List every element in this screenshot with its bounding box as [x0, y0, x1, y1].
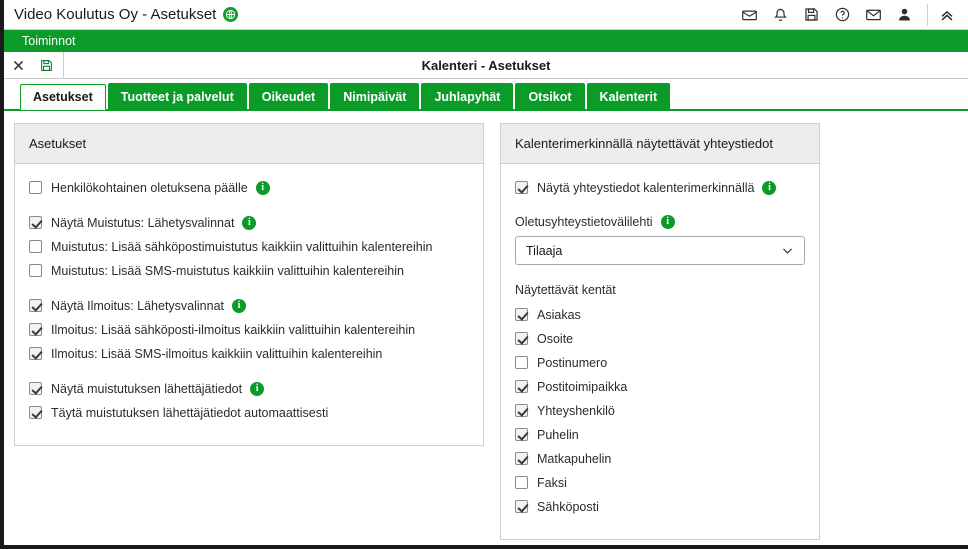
- checkbox-nayta-ilmoitus-lahetysvalinnat[interactable]: [29, 299, 42, 312]
- checkbox-puhelin[interactable]: [515, 428, 528, 441]
- checkbox-tayta-muistutuksen-lahettajatiedot[interactable]: [29, 406, 42, 419]
- mail-icon[interactable]: [865, 6, 882, 23]
- checkbox-row-muistutus-sms-muistutus[interactable]: [29, 261, 469, 280]
- tab-bar: [4, 79, 968, 111]
- default-contact-tab-label: Oletusyhteystietovälilehti: [515, 215, 653, 229]
- tab-otsikot[interactable]: Otsikot: [515, 83, 584, 109]
- checkbox-faksi[interactable]: [515, 476, 528, 489]
- user-icon[interactable]: [896, 6, 913, 23]
- tab-oikeudet[interactable]: Oikeudet: [249, 83, 329, 109]
- settings-panel-header: Asetukset: [15, 124, 483, 164]
- checkbox-label: Faksi: [537, 475, 567, 490]
- save-disk-icon[interactable]: [32, 52, 60, 78]
- checkbox-label: Postitoimipaikka: [537, 379, 628, 394]
- envelope-open-icon[interactable]: [741, 6, 758, 23]
- tab-asetukset[interactable]: Asetukset: [20, 84, 106, 110]
- checkbox-yhteyshenkilo[interactable]: [515, 404, 528, 417]
- checkbox-nayta-muistutus-lahetysvalinnat[interactable]: [29, 216, 42, 229]
- close-x-icon[interactable]: [4, 52, 32, 78]
- save-disk-icon[interactable]: [803, 6, 820, 23]
- checkbox-label: Näytä Ilmoitus: Lähetysvalinnat: [51, 298, 225, 313]
- double-chevron-up-icon[interactable]: [938, 6, 962, 24]
- checkbox-row-faksi[interactable]: [515, 473, 805, 492]
- contact-info-panel-body: [501, 164, 819, 539]
- default-contact-tab-select[interactable]: [515, 236, 805, 265]
- checkbox-ilmoitus-sms-ilmoitus[interactable]: [29, 347, 42, 360]
- checkbox-label: Matkapuhelin: [537, 451, 612, 466]
- checkbox-row-nayta-ilmoitus-lahetysvalinnat[interactable]: [29, 296, 469, 315]
- info-icon[interactable]: i: [762, 181, 776, 195]
- titlebar-divider: [927, 4, 928, 26]
- document-title: Kalenteri - Asetukset: [421, 57, 551, 73]
- checkbox-label: Näytä muistutuksen lähettäjätiedot: [51, 381, 243, 396]
- contact-info-panel-header: Kalenterimerkinnällä näytettävät yhteystiedot: [501, 124, 819, 164]
- checkbox-row-matkapuhelin[interactable]: [515, 449, 805, 468]
- checkbox-label: Ilmoitus: Lisää sähköposti-ilmoitus kaikkiin valittuihin kalentereihin: [51, 322, 416, 337]
- checkbox-row-muistutus-sahkopostimuistutus[interactable]: [29, 237, 469, 256]
- menu-item-toiminnot[interactable]: Toiminnot: [22, 34, 76, 48]
- info-icon[interactable]: i: [232, 299, 246, 313]
- checkbox-label: Ilmoitus: Lisää SMS-ilmoitus kaikkiin valittuihin kalentereihin: [51, 346, 383, 361]
- checkbox-label: Näytä yhteystiedot kalenterimerkinnällä: [537, 180, 755, 195]
- checkbox-label: Näytä Muistutus: Lähetysvalinnat: [51, 215, 235, 230]
- titlebar-icon-group: [741, 6, 923, 23]
- info-icon[interactable]: i: [256, 181, 270, 195]
- title-bar: [4, 0, 968, 30]
- checkbox-label: Sähköposti: [537, 499, 599, 514]
- checkbox-row-nayta-muistutus-lahetysvalinnat[interactable]: [29, 213, 469, 232]
- tab-tuotteet-ja-palvelut[interactable]: Tuotteet ja palvelut: [108, 83, 247, 109]
- window-title: Video Koulutus Oy - Asetukset: [14, 6, 217, 23]
- settings-panel: [14, 123, 484, 446]
- checkbox-label: Henkilökohtainen oletuksena päälle: [51, 180, 248, 195]
- menu-strip: [4, 30, 968, 52]
- checkbox-nayta-muistutuksen-lahettajatiedot[interactable]: [29, 382, 42, 395]
- tab-nimipaivat[interactable]: Nimipäivät: [330, 83, 419, 109]
- checkbox-row-sahkoposti[interactable]: [515, 497, 805, 516]
- checkbox-label: Puhelin: [537, 427, 579, 442]
- checkbox-row-asiakas[interactable]: [515, 305, 805, 324]
- bell-icon[interactable]: [772, 6, 789, 23]
- content-area: [4, 111, 968, 545]
- info-icon[interactable]: i: [250, 382, 264, 396]
- checkbox-label: Muistutus: Lisää SMS-muistutus kaikkiin valittuihin kalentereihin: [51, 263, 404, 278]
- tab-juhlapyhat[interactable]: Juhlapyhät: [421, 83, 513, 109]
- checkbox-row-osoite[interactable]: [515, 329, 805, 348]
- checkbox-label: Yhteyshenkilö: [537, 403, 615, 418]
- checkbox-row-postitoimipaikka[interactable]: [515, 377, 805, 396]
- checkbox-label: Muistutus: Lisää sähköpostimuistutus kaikkiin valittuihin kalentereihin: [51, 239, 433, 254]
- checkbox-osoite[interactable]: [515, 332, 528, 345]
- info-icon[interactable]: i: [661, 215, 675, 229]
- document-toolbar: [4, 52, 968, 79]
- checkbox-label: Osoite: [537, 331, 574, 346]
- checkbox-label: Postinumero: [537, 355, 608, 370]
- checkbox-asiakas[interactable]: [515, 308, 528, 321]
- checkbox-postinumero[interactable]: [515, 356, 528, 369]
- settings-panel-body: [15, 164, 483, 445]
- checkbox-matkapuhelin[interactable]: [515, 452, 528, 465]
- checkbox-row-henkilokohtainen-oletuksena-paalle[interactable]: [29, 178, 469, 197]
- checkbox-row-nayta-muistutuksen-lahettajatiedot[interactable]: [29, 379, 469, 398]
- tab-kalenterit[interactable]: Kalenterit: [587, 83, 671, 109]
- checkbox-label: Asiakas: [537, 307, 581, 322]
- visible-fields-title: Näytettävät kentät: [515, 283, 616, 297]
- chevron-down-icon: [781, 244, 794, 257]
- checkbox-muistutus-sahkopostimuistutus[interactable]: [29, 240, 42, 253]
- checkbox-row-yhteyshenkilo[interactable]: [515, 401, 805, 420]
- checkbox-row-nayta-yhteystiedot[interactable]: [515, 178, 805, 197]
- toolbar-divider: [63, 52, 64, 78]
- help-circle-icon[interactable]: [834, 6, 851, 23]
- checkbox-postitoimipaikka[interactable]: [515, 380, 528, 393]
- checkbox-nayta-yhteystiedot-kalenterimerkinnalla[interactable]: [515, 181, 528, 194]
- contact-info-panel: [500, 123, 820, 540]
- checkbox-label: Täytä muistutuksen lähettäjätiedot automaattisesti: [51, 405, 329, 420]
- default-contact-tab-value: Tilaaja: [526, 243, 563, 258]
- checkbox-henkilokohtainen-oletuksena-paalle[interactable]: [29, 181, 42, 194]
- checkbox-row-ilmoitus-sahkoposti-ilmoitus[interactable]: [29, 320, 469, 339]
- checkbox-sahkoposti[interactable]: [515, 500, 528, 513]
- checkbox-row-postinumero[interactable]: [515, 353, 805, 372]
- globe-badge-icon: [223, 7, 238, 22]
- info-icon[interactable]: i: [242, 216, 256, 230]
- default-contact-tab-label-row: [515, 215, 805, 229]
- checkbox-muistutus-sms-muistutus[interactable]: [29, 264, 42, 277]
- checkbox-ilmoitus-sahkoposti-ilmoitus[interactable]: [29, 323, 42, 336]
- checkbox-row-ilmoitus-sms-ilmoitus[interactable]: [29, 344, 469, 363]
- checkbox-row-puhelin[interactable]: [515, 425, 805, 444]
- checkbox-row-tayta-muistutuksen-lahettajatiedot[interactable]: [29, 403, 469, 422]
